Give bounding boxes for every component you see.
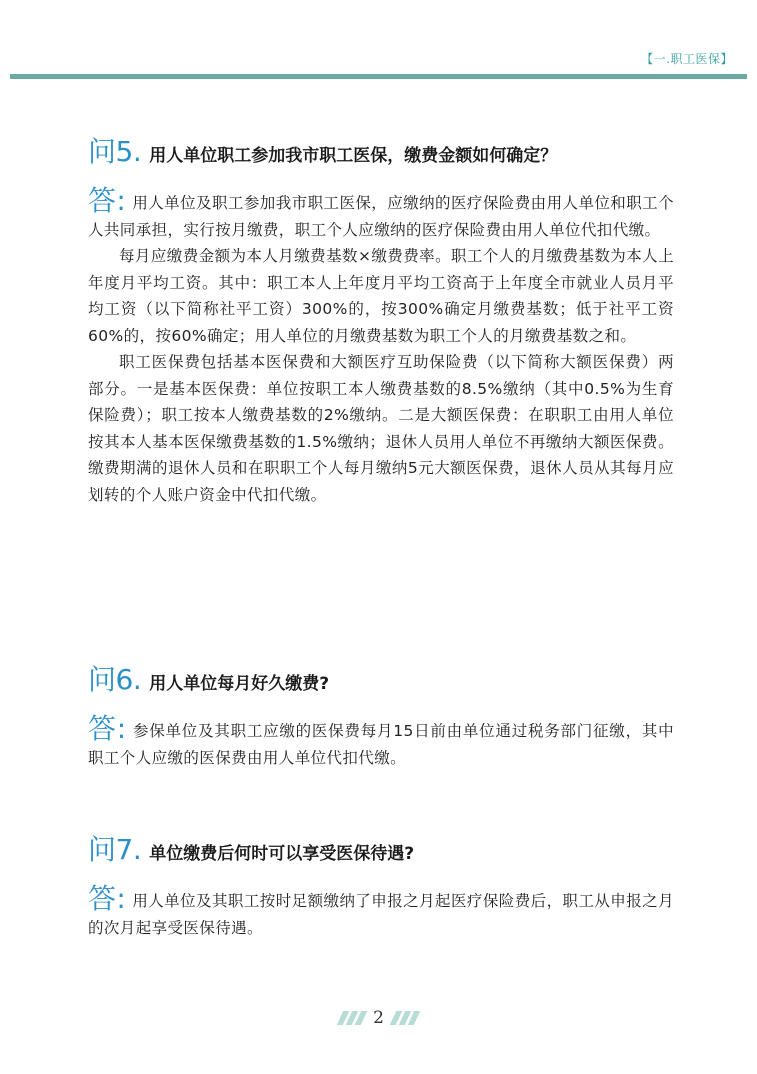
question-text: 单位缴费后何时可以享受医保待遇? [149, 844, 415, 864]
answer-label: 答: [88, 184, 127, 217]
section-tag: 【一.职工医保】 [641, 52, 733, 66]
header-rule [10, 74, 747, 79]
question-number: 问6. [88, 663, 142, 696]
body-paragraph: 职工医保费包括基本医保费和大额医疗互助保险费（以下简称大额医保费）两部分。一是基本医保费：单位按职工本人缴费基数的8.5%缴纳（其中0.5%为生育保险费）；职工按本人缴费基数的2%缴纳。二是大额医保费：在职职工由用人单位按其本人基本医保缴费基数的1.5%缴纳；退休人员用人单位不再缴纳大额医保费。缴费期满的退休人员和在职职工个人每月缴纳5元大额医保费，退休人员从其每月应划转的个人账户资金中代扣代缴。 [88, 353, 674, 504]
question-number: 问7. [88, 833, 142, 866]
question-text: 用人单位职工参加我市职工医保，缴费金额如何确定？ [149, 146, 558, 166]
page-number: 2 [373, 1008, 384, 1028]
left-stripes-decoration [338, 1011, 365, 1025]
page-footer [0, 1006, 757, 1030]
answer-label: 答: [88, 882, 127, 915]
qa-block-7 [88, 830, 674, 941]
question-number: 问5. [88, 135, 142, 168]
answer-text: 用人单位及职工参加我市职工医保，应缴纳的医疗保险费由用人单位和职工个人共同承担，实行按月缴费，职工个人应缴纳的医疗保险费由用人单位代扣代缴。 [88, 194, 675, 239]
question-text: 用人单位每月好久缴费? [149, 674, 330, 694]
qa-block-6 [88, 660, 674, 771]
answer-text: 参保单位及其职工应缴的医保费每月15日前由单位通过税务部门征缴，其中职工个人应缴的医保费由用人单位代扣代缴。 [88, 722, 675, 767]
body-paragraph: 每月应缴费金额为本人月缴费基数×缴费费率。职工个人的月缴费基数为本人上年度月平均工资。其中：职工本人上年度月平均工资高于上年度全市就业人员月平均工资（以下简称社平工资）300%的，按300%确定月缴费基数；低于社平工资60%的，按60%确定；用人单位的月缴费基数为职工个人的月缴费基数之和。 [88, 247, 674, 345]
answer-paragraph [88, 882, 675, 941]
right-stripes-decoration [392, 1011, 419, 1025]
question-line [88, 660, 674, 700]
qa-block-5 [88, 132, 674, 508]
answer-text: 用人单位及其职工按时足额缴纳了申报之月起医疗保险费后，职工从申报之月的次月起享受医保待遇。 [88, 892, 675, 937]
answer-label: 答: [88, 712, 127, 745]
question-line [88, 132, 674, 172]
answer-paragraph [88, 184, 675, 243]
question-line [88, 830, 674, 870]
answer-paragraph [88, 712, 675, 771]
